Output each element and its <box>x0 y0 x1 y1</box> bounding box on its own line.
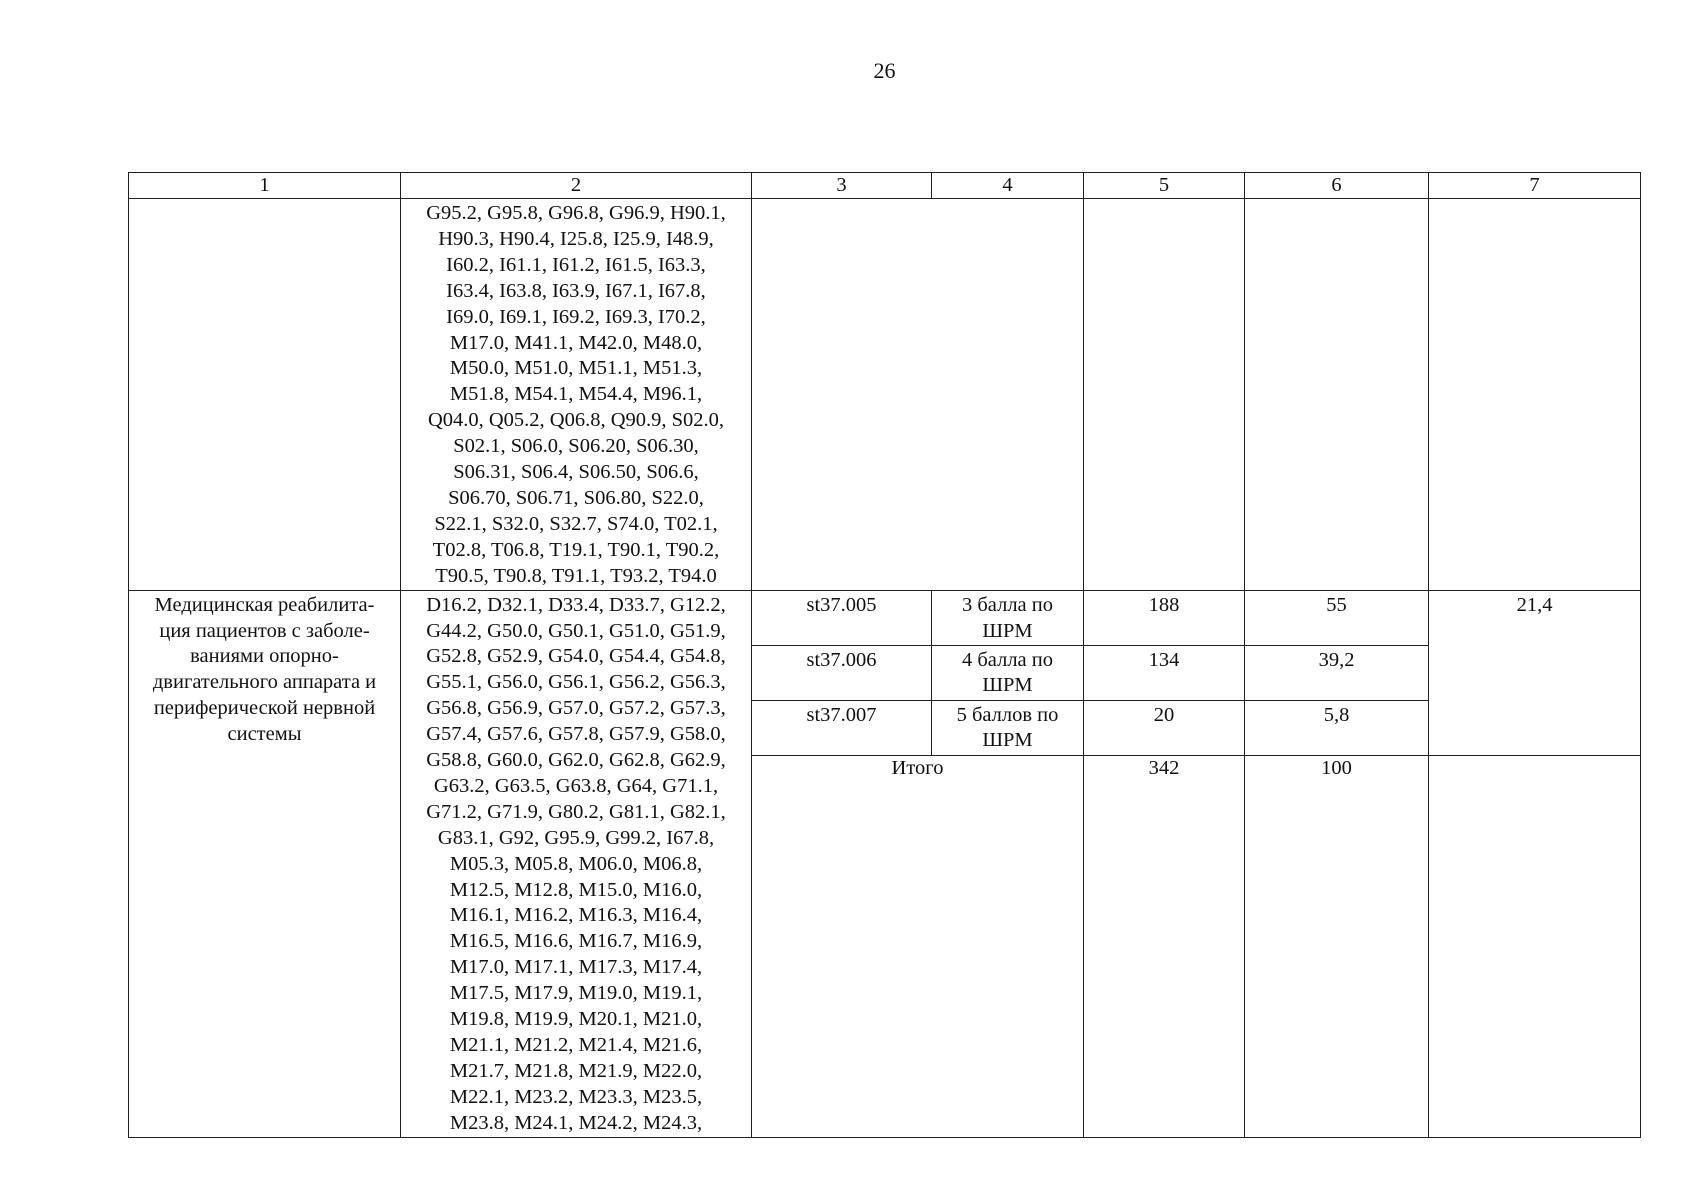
code-line: D16.2, D32.1, D33.4, D33.7, G12.2, <box>426 593 726 616</box>
ksg-code-cell: st37.005 <box>752 590 932 645</box>
header-cell: 7 <box>1429 173 1641 199</box>
code-line: M21.7, M21.8, M21.9, M22.0, <box>449 1059 703 1082</box>
code-line: S02.1, S06.0, S06.20, S06.30, <box>453 435 699 458</box>
code-line: G56.8, G56.9, G57.0, G57.2, G57.3, <box>426 697 726 720</box>
code-line: M21.1, M21.2, M21.4, M21.6, <box>449 1034 703 1056</box>
code-line: M19.8, M19.9, M20.1, M21.0, <box>449 1008 703 1031</box>
code-line: M51.8, M54.1, M54.4, M96.1, <box>449 383 703 406</box>
code-line: S06.70, S06.71, S06.80, S22.0, <box>448 486 704 509</box>
code-line: T02.8, T06.8, T19.1, T90.1, T90.2, <box>432 538 720 561</box>
count-cell: 134 <box>1084 645 1245 700</box>
code-line: M05.3, M05.8, M06.0, M06.8, <box>449 852 703 875</box>
name-line: Медицинская реабилита- <box>154 593 375 616</box>
header-cell: 1 <box>129 173 401 199</box>
empty-cell <box>1245 199 1429 591</box>
code-line: T90.5, T90.8, T91.1, T93.2, T94.0 <box>435 564 717 587</box>
total-label: Итого <box>752 755 1084 1137</box>
codes-cell <box>401 590 752 1137</box>
empty-cell <box>1084 199 1245 591</box>
code-line: G55.1, G56.0, G56.1, G56.2, G56.3, <box>426 671 726 694</box>
codes-cell <box>401 199 752 591</box>
total-count: 342 <box>1084 755 1245 1137</box>
score-cell <box>932 645 1084 700</box>
count-cell: 188 <box>1084 590 1245 645</box>
score-line: 5 баллов по <box>956 703 1059 726</box>
percent-cell: 39,2 <box>1245 645 1429 700</box>
score-line: ШРМ <box>982 674 1033 697</box>
code-line: I63.4, I63.8, I63.9, I67.1, I67.8, <box>446 279 706 302</box>
code-line: Q04.0, Q05.2, Q06.8, Q90.9, S02.0, <box>427 409 725 432</box>
code-line: G83.1, G92, G95.9, G99.2, I67.8, <box>437 826 715 849</box>
code-line: M16.1, M16.2, M16.3, M16.4, <box>449 904 703 927</box>
code-line: G63.2, G63.5, G63.8, G64, G71.1, <box>433 774 719 797</box>
code-line: I69.0, I69.1, I69.2, I69.3, I70.2, <box>446 305 706 328</box>
code-line: M50.0, M51.0, M51.1, M51.3, <box>449 357 703 380</box>
name-cell <box>129 590 401 1137</box>
header-row <box>129 173 1641 199</box>
empty-cell <box>1429 199 1641 591</box>
name-line: ваниями опорно- <box>190 645 339 668</box>
score-line: 4 балла по <box>962 648 1053 671</box>
code-line: S06.31, S06.4, S06.50, S06.6, <box>453 461 699 484</box>
code-line: G57.4, G57.6, G57.8, G57.9, G58.0, <box>426 723 726 746</box>
code-line: M22.1, M23.2, M23.3, M23.5, <box>449 1085 703 1108</box>
page-number: 26 <box>873 58 896 83</box>
code-line: H90.3, H90.4, I25.8, I25.9, I48.9, <box>438 227 714 250</box>
name-line: системы <box>227 723 302 746</box>
code-line: G44.2, G50.0, G50.1, G51.0, G51.9, <box>426 619 726 642</box>
ksg-code-cell: st37.007 <box>752 700 932 755</box>
empty-cell <box>752 199 1084 591</box>
code-line: I60.2, I61.1, I61.2, I61.5, I63.3, <box>446 253 706 276</box>
code-line: S22.1, S32.0, S32.7, S74.0, T02.1, <box>434 512 718 535</box>
score-line: 3 балла по <box>962 593 1053 616</box>
code-line: G71.2, G71.9, G80.2, G81.1, G82.1, <box>426 800 726 823</box>
header-cell: 5 <box>1084 173 1245 199</box>
empty-cell <box>1429 755 1641 1137</box>
code-line: M12.5, M12.8, M15.0, M16.0, <box>449 878 703 901</box>
code-line: M17.5, M17.9, M19.0, M19.1, <box>449 982 703 1005</box>
table-row <box>129 199 1641 591</box>
name-line: двигательного аппарата и <box>152 671 377 694</box>
ksg-code-cell: st37.006 <box>752 645 932 700</box>
total-percent: 100 <box>1245 755 1429 1137</box>
col7-cell: 21,4 <box>1429 590 1641 755</box>
code-line: M23.8, M24.1, M24.2, M24.3, <box>449 1111 703 1134</box>
score-line: ШРМ <box>982 729 1033 752</box>
percent-cell: 5,8 <box>1245 700 1429 755</box>
code-line: M16.5, M16.6, M16.7, M16.9, <box>449 930 703 953</box>
data-table <box>128 172 1641 1138</box>
name-line: ция пациентов с заболе- <box>159 619 370 642</box>
name-cell <box>129 199 401 591</box>
name-line: периферической нервной <box>153 697 376 720</box>
code-line: M17.0, M41.1, M42.0, M48.0, <box>449 331 703 354</box>
header-cell: 3 <box>752 173 932 199</box>
code-line: G52.8, G52.9, G54.0, G54.4, G54.8, <box>426 645 726 668</box>
code-line: G58.8, G60.0, G62.0, G62.8, G62.9, <box>426 749 726 772</box>
score-cell <box>932 700 1084 755</box>
header-cell: 6 <box>1245 173 1429 199</box>
header-cell: 4 <box>932 173 1084 199</box>
percent-cell: 55 <box>1245 590 1429 645</box>
sub-row-1 <box>129 590 1641 645</box>
score-cell <box>932 590 1084 645</box>
count-cell: 20 <box>1084 700 1245 755</box>
score-line: ШРМ <box>982 619 1033 642</box>
code-line: M17.0, M17.1, M17.3, M17.4, <box>449 956 703 979</box>
code-line: G95.2, G95.8, G96.8, G96.9, H90.1, <box>426 202 726 224</box>
header-cell: 2 <box>401 173 752 199</box>
